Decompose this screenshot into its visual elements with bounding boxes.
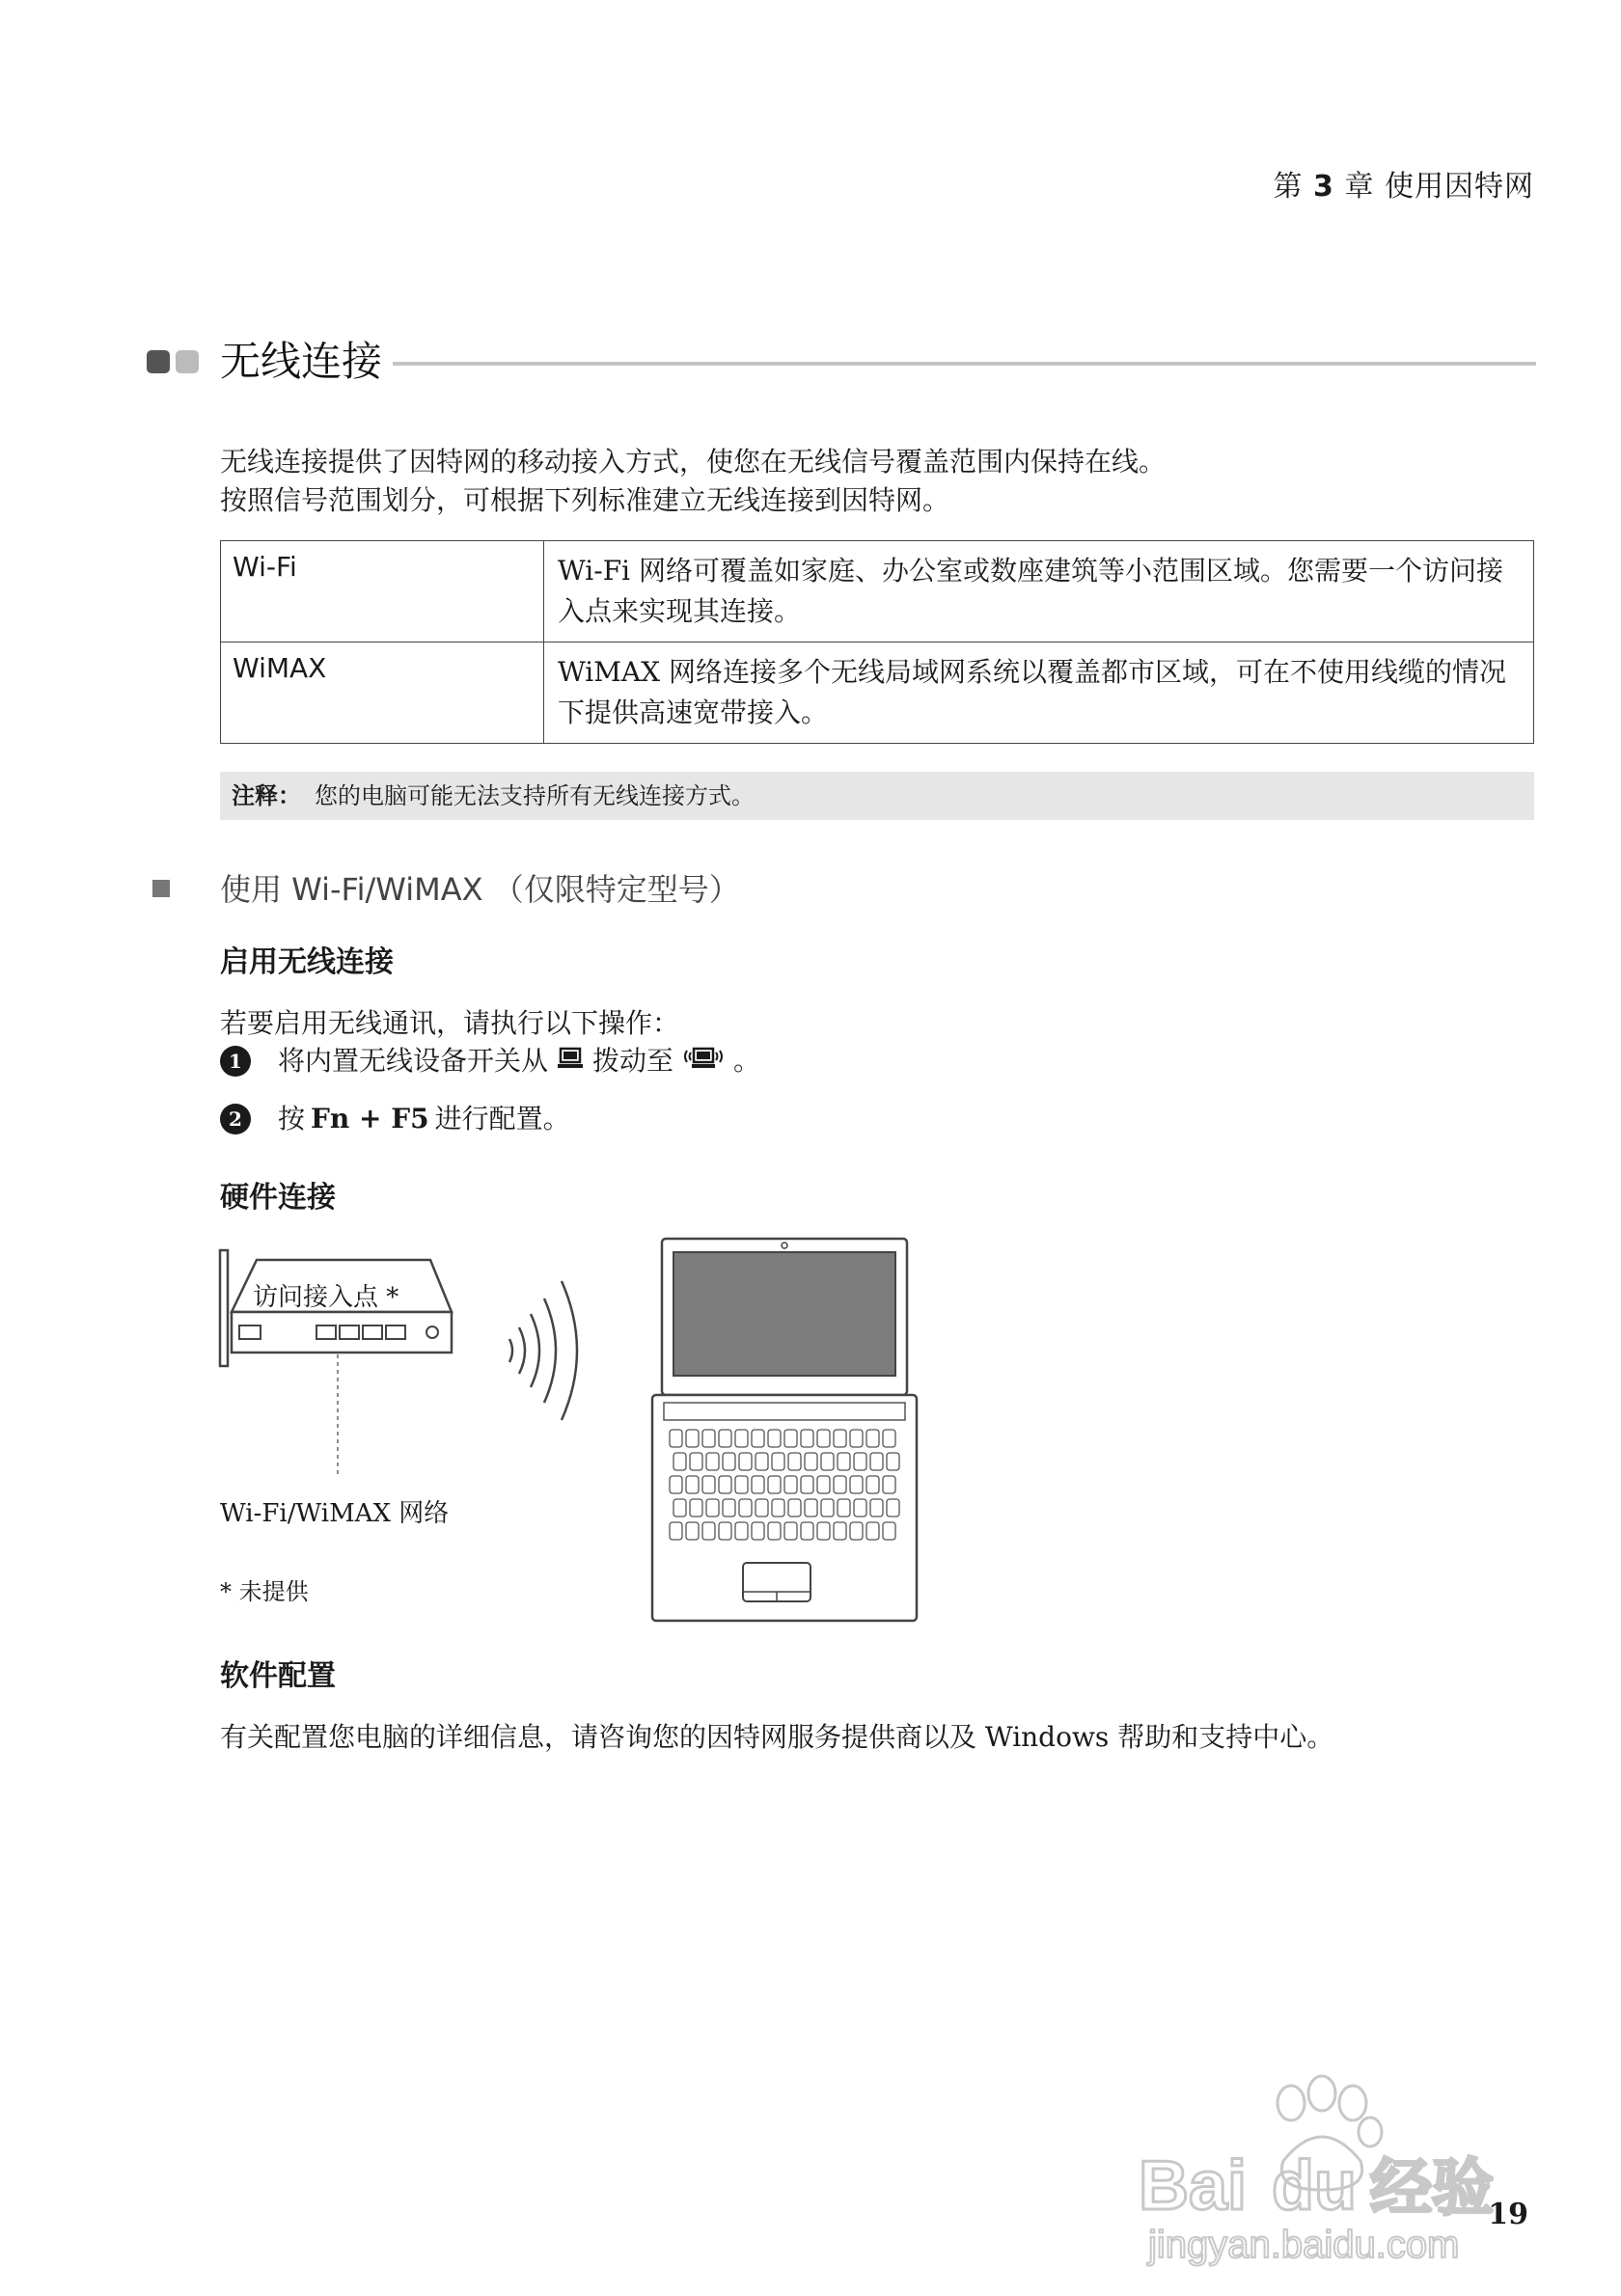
note-label: 注释： [232,782,301,809]
chapter-prefix: 第 [1273,170,1304,204]
chapter-header [1273,162,1534,205]
dark-square-icon [147,350,170,373]
step-1-text-c: 。 [733,1045,761,1077]
note-text: 您的电脑可能无法支持所有无线连接方式。 [315,782,755,809]
watermark-product: 经验 [1370,2153,1494,2225]
baidu-watermark-logo [1129,2064,1534,2267]
step-2-text-b: 进行配置。 [434,1103,570,1134]
table-row [221,642,1534,744]
enable-intro: 若要启用无线通讯，请执行以下操作： [220,1007,680,1039]
access-point-label: 访问接入点 * [253,1283,399,1312]
step-1 [220,1042,760,1080]
laptop-icon [556,1042,585,1080]
network-label: Wi-Fi/WiMAX 网络 [220,1499,450,1528]
hardware-heading: 硬件连接 [220,1181,336,1215]
table-row [221,541,1534,642]
watermark-brand: Bai [1139,2147,1248,2225]
key-combination: Fn + F5 [311,1103,429,1134]
section-rule [393,362,1536,366]
laptop-wireless-icon [681,1042,726,1080]
step-number: 1 [220,1046,251,1077]
software-heading: 软件配置 [220,1659,336,1693]
table-cell-description: WiMAX 网络连接多个无线局域网系统以覆盖都市区域，可在不使用线缆的情况下提供高速宽带接入。 [544,642,1534,744]
enable-heading: 启用无线连接 [220,945,394,979]
note-box [220,772,1534,820]
step-2-text-a: 按 [278,1103,306,1134]
wireless-types-table [220,540,1534,744]
wireless-signal-icon [509,1281,577,1420]
step-1-text-b: 拨动至 [592,1045,674,1077]
chapter-number: 3 [1313,170,1334,204]
table-cell-description: Wi-Fi 网络可覆盖如家庭、办公室或数座建筑等小范围区域。您需要一个访问接入点来实现其连接。 [544,541,1534,642]
table-cell-name: WiMAX [221,642,544,744]
step-2 [220,1100,570,1138]
software-text: 有关配置您电脑的详细信息，请咨询您的因特网服务提供商以及 Windows 帮助和支持中心。 [220,1721,1334,1753]
light-square-icon [176,350,199,373]
page-number: 19 [1488,2198,1528,2231]
subsection-title: 使用 Wi-Fi/WiMAX （仅限特定型号） [220,871,740,908]
square-bullet-icon [152,880,170,897]
chapter-title: 章 使用因特网 [1344,170,1534,204]
footnote: * 未提供 [220,1578,309,1605]
intro-line-2: 按照信号范围划分，可根据下列标准建立无线连接到因特网。 [220,484,950,516]
intro-line-1: 无线连接提供了因特网的移动接入方式，使您在无线信号覆盖范围内保持在线。 [220,446,1167,478]
section-title: 无线连接 [220,338,383,385]
laptop-illustration [652,1239,917,1621]
watermark-brand-suffix: du [1272,2147,1357,2225]
table-cell-name: Wi-Fi [221,541,544,642]
watermark-url: jingyan.baidu.com [1148,2224,1460,2266]
step-number: 2 [220,1104,251,1134]
section-heading [147,333,1536,391]
step-1-text-a: 将内置无线设备开关从 [278,1045,549,1077]
